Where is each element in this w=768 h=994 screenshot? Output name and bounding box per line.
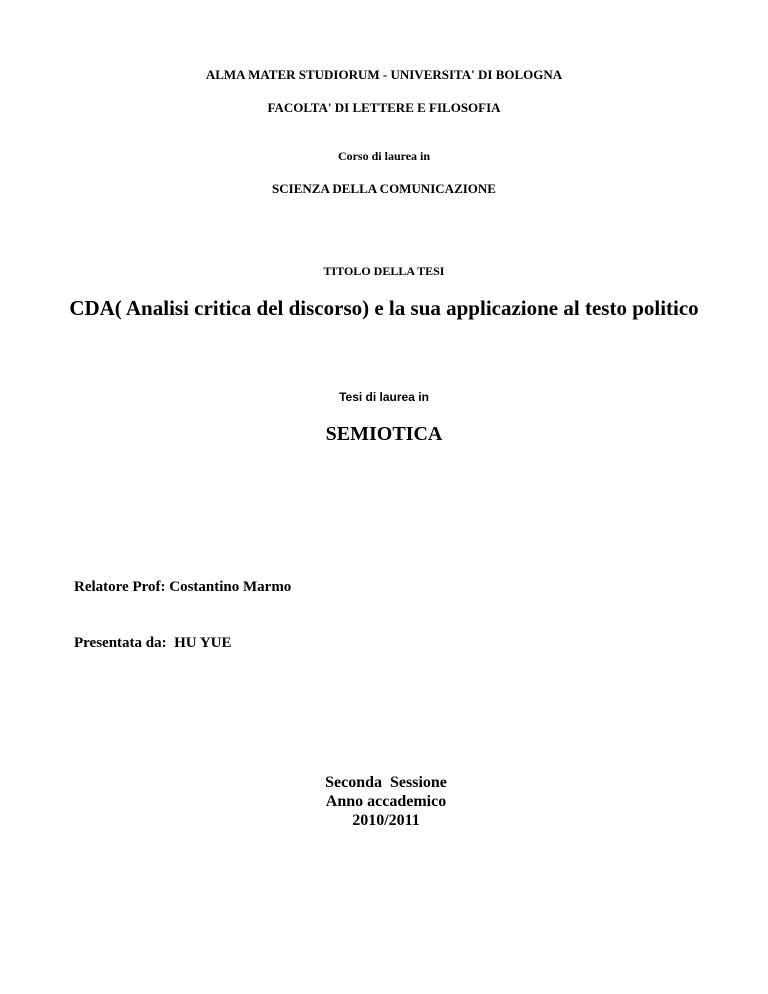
course-name: SCIENZA DELLA COMUNICAZIONE bbox=[272, 181, 496, 196]
presenter: Presentata da: HU YUE bbox=[74, 635, 232, 651]
session-name: Seconda Sessione bbox=[325, 774, 447, 791]
thesis-title: CDA( Analisi critica del discorso) e la sua applicazione al testo politico bbox=[69, 296, 699, 320]
thesis-title-label: TITOLO DELLA TESI bbox=[323, 264, 445, 278]
faculty-name: FACOLTA' DI LETTERE E FILOSOFIA bbox=[267, 100, 501, 115]
academic-year: 2010/2011 bbox=[352, 812, 420, 829]
supervisor: Relatore Prof: Costantino Marmo bbox=[74, 579, 292, 595]
thesis-subject: SEMIOTICA bbox=[325, 423, 443, 445]
university-name: ALMA MATER STUDIORUM - UNIVERSITA' DI BOLOGNA bbox=[205, 67, 563, 82]
course-label: Corso di laurea in bbox=[337, 149, 431, 163]
session-block bbox=[306, 773, 466, 830]
thesis-subject-label: Tesi di laurea in bbox=[339, 390, 429, 404]
academic-year-label: Anno accademico bbox=[325, 793, 447, 810]
